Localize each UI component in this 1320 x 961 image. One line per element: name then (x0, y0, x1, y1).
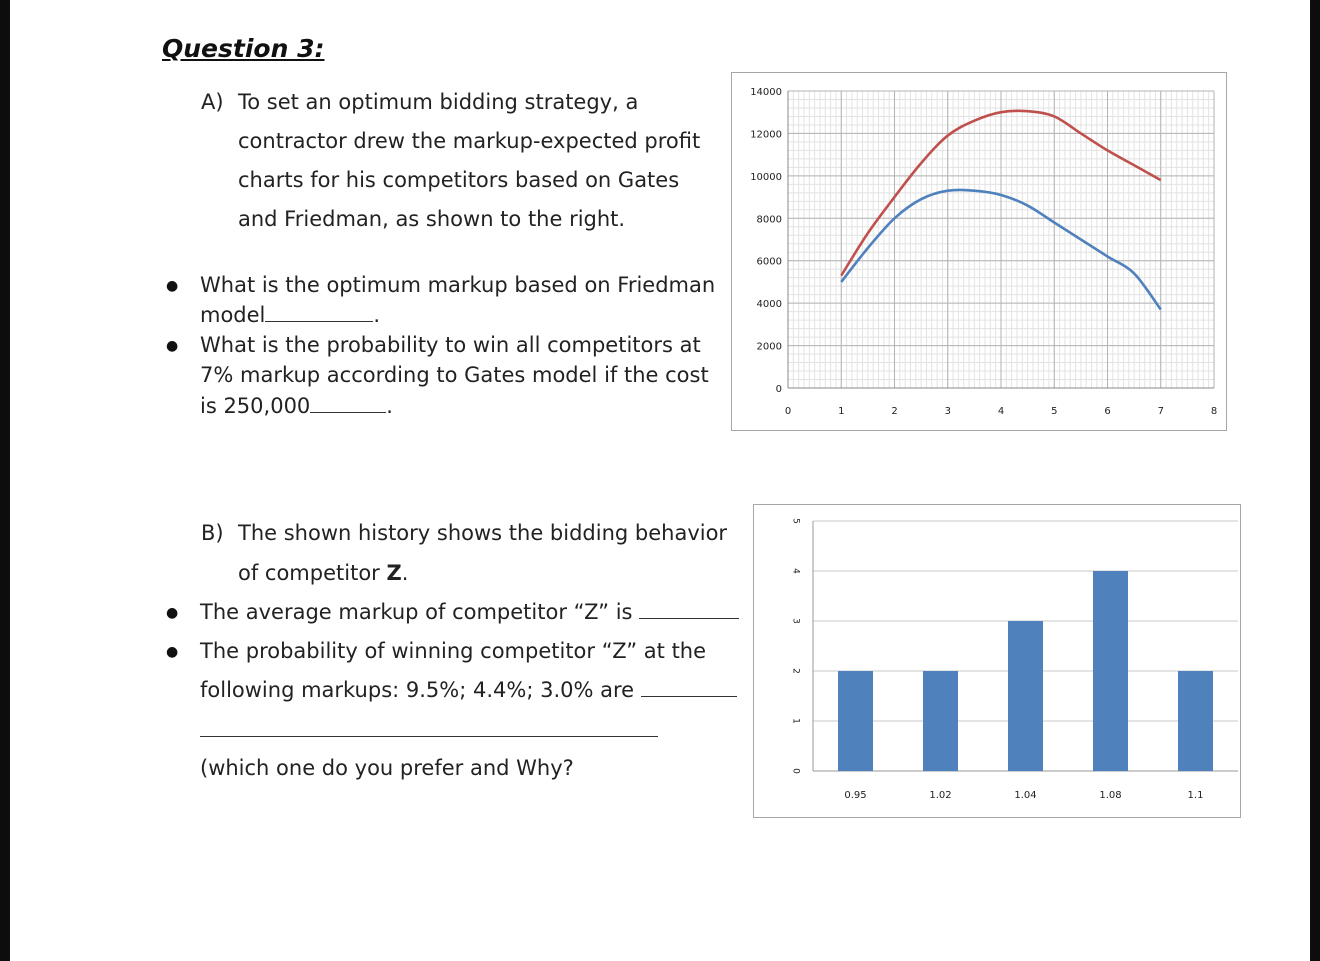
y-tick-label: 1 (790, 718, 801, 724)
bidding-history-bar-chart (753, 504, 1241, 818)
bar (1008, 621, 1043, 771)
x-tick-label: 1 (838, 406, 845, 417)
competitor-name: Z (386, 561, 402, 585)
part-a-line-3: charts for his competitors based on Gates (238, 168, 680, 192)
answer-blank[interactable] (310, 396, 386, 413)
a-q1-end: . (373, 303, 381, 327)
markup-profit-line-chart (731, 72, 1227, 431)
y-tick-label: 0 (790, 768, 801, 774)
bar (1093, 571, 1128, 771)
y-tick-label: 12000 (750, 129, 782, 141)
answer-blank[interactable] (265, 305, 373, 322)
y-tick-label: 4000 (756, 299, 782, 311)
b-q1 (200, 600, 739, 624)
x-tick-label: 1.08 (1099, 790, 1122, 801)
x-tick-label: 5 (1051, 406, 1058, 417)
b-q2-text: following markups: 9.5%; 4.4%; 3.0% are (200, 678, 635, 702)
y-tick-label: 4 (790, 568, 801, 574)
part-a-line-1: To set an optimum bidding strategy, a (238, 90, 639, 114)
y-tick-label: 0 (775, 384, 782, 395)
a-q2-text: is 250,000 (200, 394, 311, 418)
bar (838, 671, 873, 771)
bullet-icon: ● (166, 644, 179, 660)
b-q2-line-2 (200, 678, 737, 702)
part-b-letter: B) (201, 521, 224, 545)
answer-line[interactable] (200, 736, 658, 737)
part-b-line-2-end: . (401, 561, 409, 585)
part-b-line-2-text: of competitor (238, 561, 387, 585)
b-q2-line-1: The probability of winning competitor “Z” at the (200, 639, 707, 663)
y-tick-label: 10000 (750, 171, 782, 183)
b-q3: (which one do you prefer and Why? (200, 756, 574, 780)
question-title: Question 3: (162, 34, 325, 63)
y-tick-label: 2000 (756, 341, 782, 353)
x-tick-label: 8 (1210, 406, 1218, 417)
part-a-letter: A) (201, 90, 224, 114)
x-tick-label: 1.1 (1187, 790, 1204, 801)
x-tick-label: 2 (891, 406, 898, 417)
answer-blank[interactable] (639, 602, 739, 619)
y-tick-label: 14000 (750, 87, 782, 98)
part-a-line-4: and Friedman, as shown to the right. (238, 207, 626, 231)
a-q2-end: . (386, 394, 393, 418)
document-page (10, 0, 1310, 961)
part-b-line-1: The shown history shows the bidding behavior (238, 521, 728, 545)
y-tick-label: 3 (790, 618, 801, 624)
y-tick-label: 2 (790, 668, 801, 674)
y-tick-label: 8000 (756, 214, 782, 226)
part-a-line-2: contractor drew the markup-expected profit (238, 129, 701, 153)
x-tick-label: 7 (1157, 406, 1164, 417)
a-q2-line-1: What is the probability to win all competitors at (200, 333, 701, 357)
x-tick-label: 0.95 (844, 790, 867, 801)
a-q2-line-3 (200, 394, 393, 418)
y-tick-label: 5 (790, 518, 801, 524)
bar (923, 671, 958, 771)
b-q1-text: The average markup of competitor “Z” is (200, 600, 633, 624)
x-tick-label: 6 (1104, 406, 1111, 417)
x-tick-label: 1.02 (929, 790, 952, 801)
a-q1-line-2 (200, 303, 380, 327)
x-tick-label: 1.04 (1014, 790, 1037, 801)
a-q1-line-1: What is the optimum markup based on Friedman (200, 273, 716, 297)
x-tick-label: 0 (784, 406, 792, 417)
bullet-icon: ● (166, 605, 179, 621)
answer-blank[interactable] (641, 680, 737, 697)
bar (1178, 671, 1213, 771)
bullet-icon: ● (166, 278, 179, 294)
y-tick-label: 6000 (756, 256, 782, 268)
part-b-line-2 (238, 561, 408, 585)
x-tick-label: 4 (997, 406, 1005, 417)
x-tick-label: 3 (944, 406, 951, 417)
chart-border (732, 73, 1227, 431)
a-q2-line-2: 7% markup according to Gates model if the cost (200, 363, 709, 387)
chart-grid (788, 91, 1214, 388)
bullet-icon: ● (166, 338, 179, 354)
a-q1-text: model (200, 303, 266, 327)
